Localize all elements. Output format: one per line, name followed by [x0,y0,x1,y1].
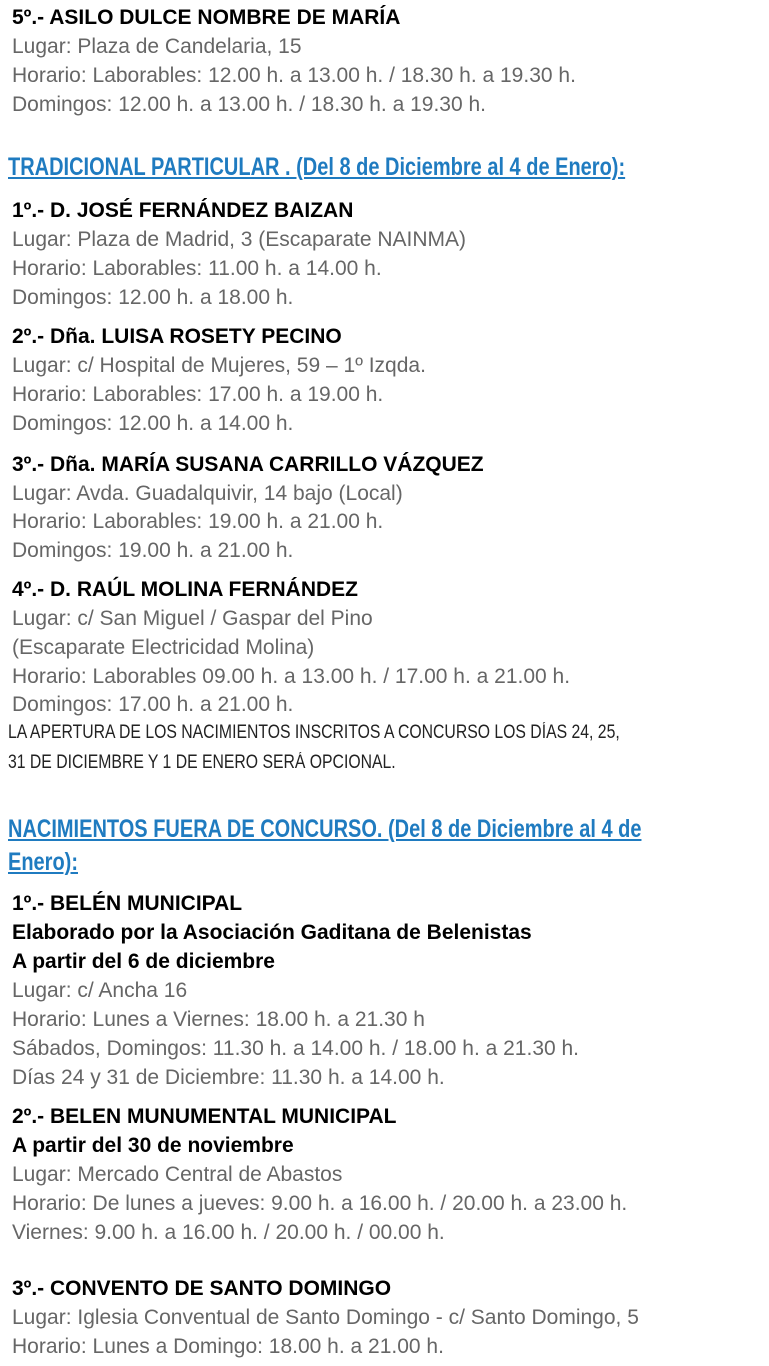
entry-line: Domingos: 12.00 h. a 14.00 h. [12,412,294,435]
entry-line: Horario: Lunes a Viernes: 18.00 h. a 21.30 h [12,1008,425,1031]
entry-line: Lugar: c/ Ancha 16 [12,979,188,1002]
entry-title: 5º.- ASILO DULCE NOMBRE DE MARÍA [12,6,401,29]
entry-title: 2º.- Dña. LUISA ROSETY PECINO [12,325,342,348]
entry-line: Domingos: 17.00 h. a 21.00 h. [12,693,294,716]
entry-line: Horario: Lunes a Domingo: 18.00 h. a 21.00 h. [12,1335,444,1358]
entry-line: Lugar: Iglesia Conventual de Santo Domingo - c/ Santo Domingo, 5 [12,1306,639,1329]
entry-line: Domingos: 12.00 h. a 13.00 h. / 18.30 h. a 19.30 h. [12,93,487,116]
entry-line: Horario: Laborables: 19.00 h. a 21.00 h. [12,510,384,533]
entry-title: 2º.- BELEN MUNUMENTAL MUNICIPAL [12,1105,397,1128]
entry-line: Viernes: 9.00 h. a 16.00 h. / 20.00 h. / 00.00 h. [12,1221,445,1244]
entry-line: Domingos: 19.00 h. a 21.00 h. [12,539,294,562]
entry-title: 3º.- Dña. MARÍA SUSANA CARRILLO VÁZQUEZ [12,453,484,476]
entry-line: Horario: De lunes a jueves: 9.00 h. a 16.00 h. / 20.00 h. a 23.00 h. [12,1192,628,1215]
entry-line: Sábados, Domingos: 11.30 h. a 14.00 h. / 18.00 h. a 21.30 h. [12,1037,580,1060]
entry-subtitle: A partir del 30 de noviembre [12,1134,294,1157]
section-heading-tradicional[interactable]: TRADICIONAL PARTICULAR . (Del 8 de Diciembre al 4 de Enero): [8,153,626,181]
entry-line: Lugar: Mercado Central de Abastos [12,1163,343,1186]
entry-title: 4º.- D. RAÚL MOLINA FERNÁNDEZ [12,578,358,601]
section-heading-fuera-concurso[interactable]: NACIMIENTOS FUERA DE CONCURSO. (Del 8 de Diciembre al 4 de [8,815,642,843]
entry-title: 1º.- D. JOSÉ FERNÁNDEZ BAIZAN [12,199,354,222]
entry-subtitle: Elaborado por la Asociación Gaditana de Belenistas [12,921,532,944]
entry-title: 1º.- BELÉN MUNICIPAL [12,892,243,915]
entry-line: Horario: Laborables 09.00 h. a 13.00 h. / 17.00 h. a 21.00 h. [12,665,571,688]
section-heading-fuera-concurso-cont[interactable]: Enero): [8,848,78,876]
note-line: LA APERTURA DE LOS NACIMIENTOS INSCRITOS A CONCURSO LOS DÍAS 24, 25, [8,722,620,743]
entry-line: Lugar: c/ Hospital de Mujeres, 59 – 1º Izqda. [12,354,426,377]
entry-line: Horario: Laborables: 12.00 h. a 13.00 h. / 18.30 h. a 19.30 h. [12,64,576,87]
entry-line: (Escaparate Electricidad Molina) [12,636,315,659]
entry-title: 3º.- CONVENTO DE SANTO DOMINGO [12,1277,392,1300]
entry-subtitle: A partir del 6 de diciembre [12,950,275,973]
entry-line: Lugar: c/ San Miguel / Gaspar del Pino [12,607,373,630]
entry-line: Lugar: Plaza de Candelaria, 15 [12,35,302,58]
entry-line: Horario: Laborables: 17.00 h. a 19.00 h. [12,383,384,406]
entry-line: Lugar: Avda. Guadalquivir, 14 bajo (Local) [12,482,403,505]
entry-line: Horario: Laborables: 11.00 h. a 14.00 h. [12,257,382,280]
entry-line: Días 24 y 31 de Diciembre: 11.30 h. a 14.00 h. [12,1066,445,1089]
note-line: 31 DE DICIEMBRE Y 1 DE ENERO SERÁ OPCIONAL. [8,752,396,773]
entry-line: Lugar: Plaza de Madrid, 3 (Escaparate NAINMA) [12,228,467,251]
entry-line: Domingos: 12.00 h. a 18.00 h. [12,286,294,309]
